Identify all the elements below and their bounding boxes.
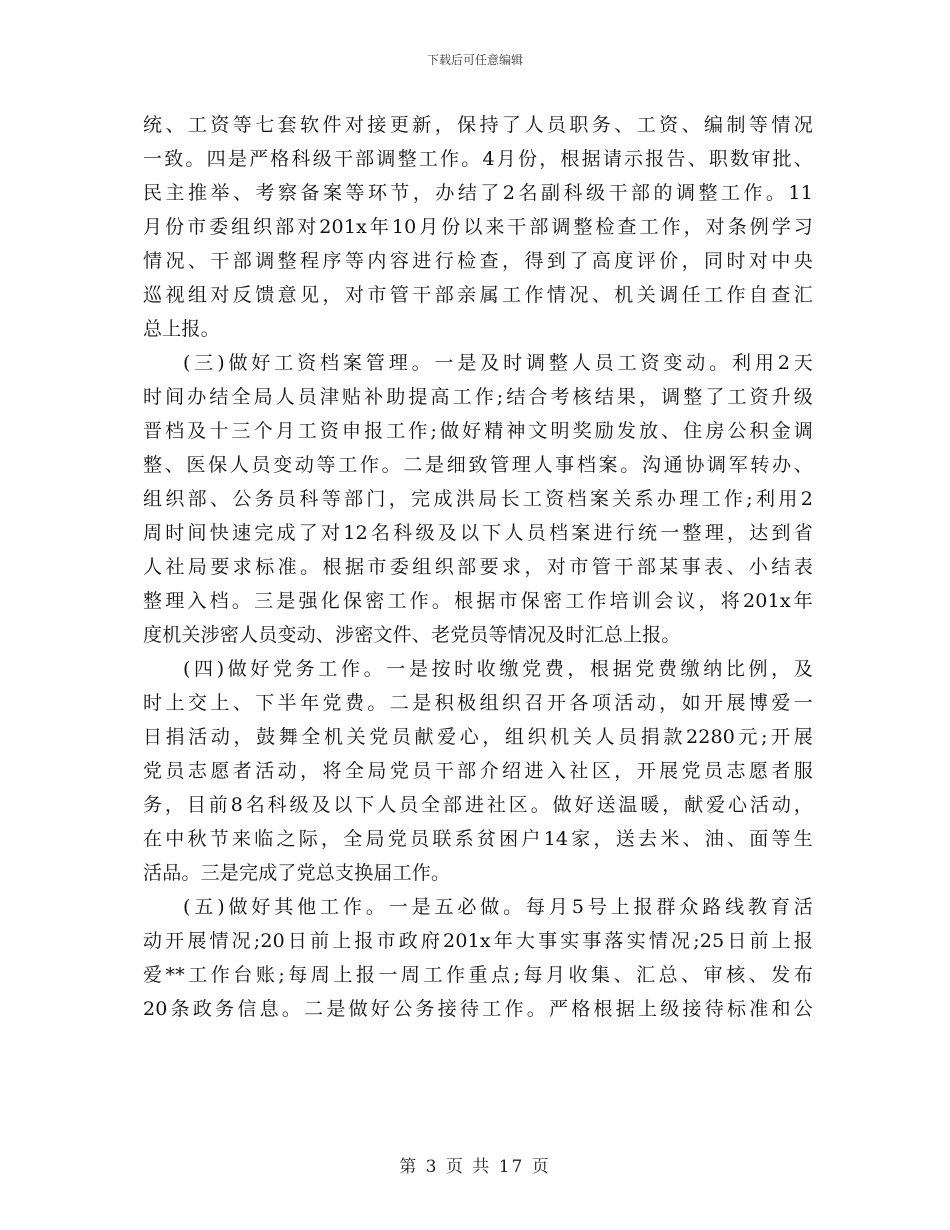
text-line: 在中秋节来临之际，全局党员联系贫困户14家，送去米、油、面等生 [143,828,813,850]
page-number-footer: 第 3 页 共 17 页 [399,1157,551,1177]
text-line: 晋档及十三个月工资申报工作;做好精神文明奖励发放、住房公积金调 [143,420,813,442]
text-line: 组织部、公务员科等部门，完成洪局长工资档案关系办理工作;利用2 [143,488,813,510]
text-line: 周时间快速完成了对12名科级及以下人员档案进行统一整理，达到省 [143,522,813,544]
text-line: 日捐活动，鼓舞全机关党员献爱心，组织机关人员捐款2280元;开展 [143,726,813,748]
text-line: (三)做好工资档案管理。一是及时调整人员工资变动。利用2天 [183,352,813,374]
paragraph-salary-archives [143,346,813,652]
text-line: 活品。三是完成了党总支换届工作。 [143,862,451,884]
text-line: 总上报。 [143,318,220,340]
text-line: 人社局要求标准。根据市委组织部要求，对市管干部某事表、小结表 [143,556,813,578]
paragraph-other-work [143,890,813,1026]
paragraph-party-affairs [143,652,813,890]
page-header: 下载后可任意编辑 [426,53,523,67]
text-line: 务，目前8名科级及以下人员全部进社区。做好送温暖，献爱心活动， [143,794,813,816]
text-line: 爱**工作台账;每周上报一周工作重点;每月收集、汇总、审核、发布 [143,964,813,986]
text-line: 巡视组对反馈意见，对市管干部亲属工作情况、机关调任工作自查汇 [143,284,813,306]
text-line: 整、医保人员变动等工作。二是细致管理人事档案。沟通协调军转办、 [143,454,813,476]
text-line: 整理入档。三是强化保密工作。根据市保密工作培训会议，将201x年 [143,590,813,612]
text-line: 民主推举、考察备案等环节，办结了2名副科级干部的调整工作。11 [143,182,813,204]
paragraph-staff-adjustment [143,108,813,346]
text-line: 时间办结全局人员津贴补助提高工作;结合考核结果，调整了工资升级 [143,386,813,408]
text-line: 月份市委组织部对201x年10月份以来干部调整检查工作，对条例学习 [143,216,813,238]
text-line: 度机关涉密人员变动、涉密文件、老党员等情况及时汇总上报。 [143,624,681,646]
text-line: 时上交上、下半年党费。二是积极组织召开各项活动，如开展博爱一 [143,692,813,714]
text-line: 一致。四是严格科级干部调整工作。4月份，根据请示报告、职数审批、 [143,148,813,170]
text-line: 党员志愿者活动，将全局党员干部介绍进入社区，开展党员志愿者服 [143,760,813,782]
text-line: (四)做好党务工作。一是按时收缴党费，根据党费缴纳比例，及 [183,658,813,680]
document-body [143,108,813,1026]
text-line: (五)做好其他工作。一是五必做。每月5号上报群众路线教育活 [183,896,813,918]
text-line: 动开展情况;20日前上报市政府201x年大事实事落实情况;25日前上报 [143,930,813,952]
text-line: 情况、干部调整程序等内容进行检查，得到了高度评价，同时对中央 [143,250,813,272]
text-line: 20条政务信息。二是做好公务接待工作。严格根据上级接待标准和公 [143,998,813,1020]
text-line: 统、工资等七套软件对接更新，保持了人员职务、工资、编制等情况 [143,114,813,136]
